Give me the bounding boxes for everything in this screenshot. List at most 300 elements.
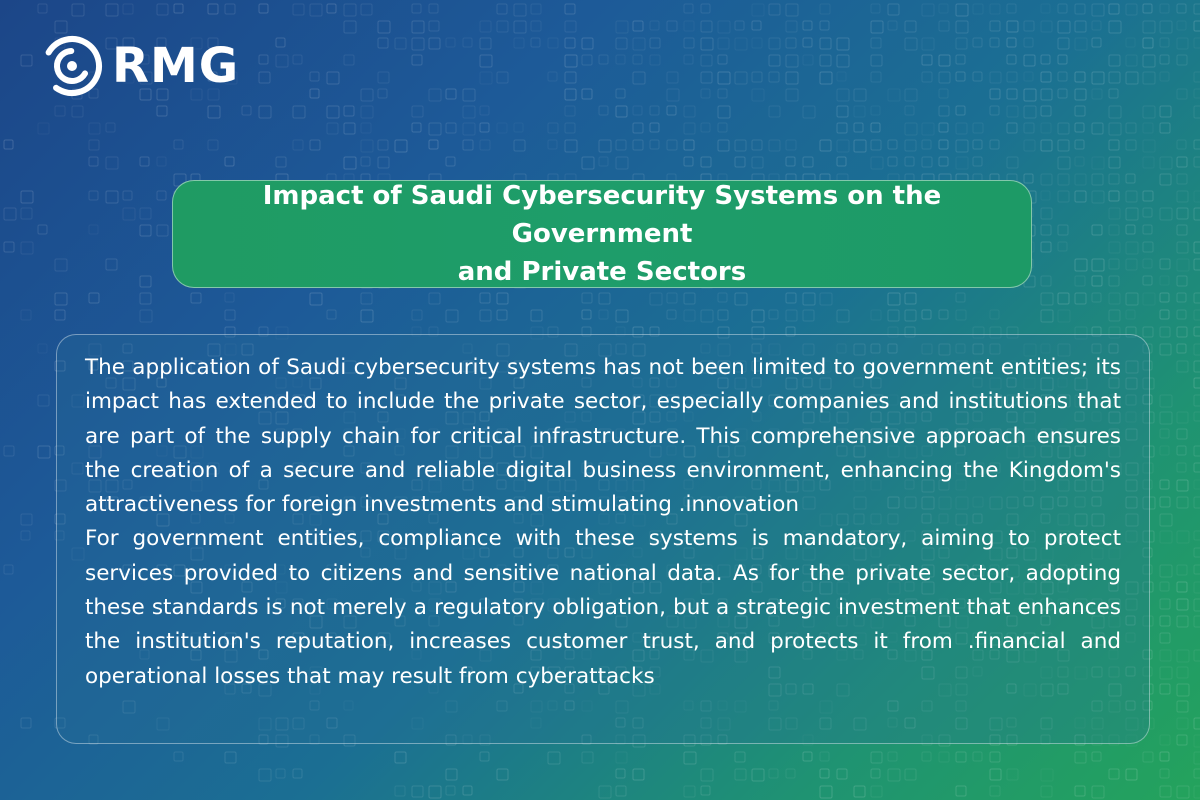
pattern-square (871, 786, 882, 797)
pattern-square (1024, 140, 1035, 151)
pattern-square (1041, 89, 1052, 100)
pattern-square (956, 752, 966, 762)
pattern-square (1194, 735, 1200, 747)
pattern-square (1126, 123, 1136, 133)
pattern-square (616, 55, 625, 64)
pattern-square (633, 38, 645, 50)
pattern-square (429, 293, 440, 304)
pattern-square (837, 106, 848, 117)
pattern-square (1126, 310, 1135, 319)
pattern-square (531, 21, 541, 31)
pattern-square (1075, 4, 1085, 14)
pattern-square (650, 106, 659, 115)
pattern-square (922, 123, 934, 135)
pattern-square (548, 123, 558, 133)
pattern-square (1160, 616, 1170, 626)
pattern-square (888, 310, 899, 321)
pattern-square (1024, 72, 1033, 81)
paragraph-2: For government entities, compliance with these systems is mandatory, aiming to protect services provided to citizens and sensitive national data. As for the private sector, adopting these standards is not merely a regulatory obligation, but a strategic investment that enhances the institution's reputation, increases customer trust, and protects it from .financial and operational losses that may result from cyberattacks (85, 526, 1121, 689)
pattern-square (208, 4, 218, 14)
pattern-square (837, 310, 849, 322)
pattern-square (1194, 310, 1200, 320)
pattern-square (769, 72, 779, 82)
pattern-square (1160, 38, 1169, 47)
pattern-square (412, 310, 422, 320)
pattern-square (905, 310, 916, 321)
pattern-square (956, 106, 965, 115)
pattern-square (599, 140, 611, 152)
pattern-square (21, 208, 32, 219)
pattern-square (1177, 497, 1188, 508)
pattern-square (497, 72, 508, 83)
pattern-square (361, 157, 370, 166)
pattern-square (106, 4, 118, 16)
pattern-square (1194, 38, 1200, 48)
pattern-square (429, 89, 441, 101)
pattern-square (514, 4, 526, 16)
pattern-square (1075, 157, 1084, 166)
pattern-square (174, 752, 183, 761)
pattern-square (1143, 123, 1153, 133)
pattern-square (735, 752, 745, 762)
pattern-square (1109, 310, 1120, 321)
pattern-square (1109, 55, 1120, 66)
pattern-square (21, 55, 32, 66)
pattern-square (735, 21, 744, 30)
pattern-square (565, 123, 575, 133)
pattern-square (89, 157, 98, 166)
pattern-square (1143, 72, 1155, 84)
pattern-square (1160, 786, 1171, 797)
pattern-square (1160, 514, 1172, 526)
pattern-square (905, 106, 914, 115)
pattern-square (922, 38, 934, 50)
pattern-square (667, 72, 678, 83)
pattern-square (1177, 463, 1186, 472)
pattern-square (854, 140, 866, 152)
pattern-square (1177, 786, 1189, 798)
pattern-square (1160, 174, 1171, 185)
pattern-square (803, 106, 815, 118)
pattern-square (1126, 38, 1135, 47)
pattern-square (259, 72, 270, 83)
pattern-square (684, 157, 693, 166)
pattern-square (1177, 21, 1186, 30)
pattern-square (293, 4, 304, 15)
pattern-square (1058, 310, 1070, 322)
pattern-square (480, 140, 490, 150)
pattern-square (1143, 208, 1152, 217)
pattern-square (1041, 21, 1052, 32)
pattern-square (412, 38, 424, 50)
pattern-square (990, 4, 1000, 14)
pattern-square (225, 752, 236, 763)
pattern-square (259, 4, 268, 13)
pattern-square (1041, 769, 1053, 781)
pattern-square (548, 38, 558, 48)
pattern-square (939, 310, 948, 319)
pattern-square (1075, 174, 1086, 185)
pattern-square (1160, 633, 1170, 643)
pattern-square (1194, 599, 1200, 611)
pattern-square (106, 259, 117, 270)
title-banner (172, 180, 1032, 288)
pattern-square (1160, 735, 1170, 745)
pattern-square (225, 157, 234, 166)
pattern-square (21, 191, 33, 203)
pattern-square (1092, 89, 1102, 99)
pattern-square (1143, 752, 1153, 762)
pattern-square (956, 72, 965, 81)
pattern-square (1058, 38, 1069, 49)
pattern-square (55, 21, 67, 33)
pattern-square (616, 752, 627, 763)
pattern-square (905, 157, 914, 166)
pattern-square (480, 123, 489, 132)
pattern-square (1160, 752, 1169, 761)
pattern-square (429, 786, 441, 798)
pattern-square (735, 72, 747, 84)
pattern-square (361, 89, 373, 101)
pattern-square (1041, 293, 1053, 305)
pattern-square (140, 293, 151, 304)
pattern-square (361, 106, 373, 118)
pattern-square (446, 123, 456, 133)
pattern-square (531, 310, 542, 321)
pattern-square (786, 4, 798, 16)
pattern-square (1160, 769, 1169, 778)
pattern-square (939, 106, 949, 116)
pattern-square (446, 157, 455, 166)
pattern-square (565, 140, 577, 152)
pattern-square (786, 89, 798, 101)
pattern-square (1194, 480, 1200, 489)
pattern-square (633, 21, 643, 31)
pattern-square (956, 786, 966, 796)
pattern-square (905, 769, 916, 780)
pattern-square (1075, 293, 1086, 304)
pattern-square (1143, 327, 1153, 337)
pattern-square (1177, 310, 1186, 319)
pattern-square (888, 157, 897, 166)
pattern-square (1177, 174, 1187, 184)
pattern-square (786, 310, 797, 321)
pattern-square (973, 72, 982, 81)
pattern-square (497, 21, 508, 32)
pattern-square (1075, 259, 1087, 271)
pattern-square (820, 786, 832, 798)
pattern-square (1075, 191, 1086, 202)
pattern-square (429, 21, 439, 31)
pattern-square (956, 55, 965, 64)
pattern-square (1092, 21, 1101, 30)
pattern-square (1109, 140, 1119, 150)
pattern-square (123, 191, 132, 200)
pattern-square (1075, 89, 1086, 100)
pattern-square (769, 38, 780, 49)
pattern-square (565, 55, 577, 67)
pattern-square (1126, 72, 1138, 84)
pattern-square (1075, 786, 1085, 796)
pattern-square (769, 310, 778, 319)
pattern-square (990, 21, 1000, 31)
pattern-square (1092, 259, 1104, 271)
pattern-square (514, 123, 523, 132)
pattern-square (684, 310, 695, 321)
pattern-square (1177, 616, 1188, 627)
pattern-square (582, 55, 592, 65)
pattern-square (1160, 344, 1171, 355)
pattern-square (140, 276, 151, 287)
pattern-square (1092, 157, 1104, 169)
pattern-square (1024, 21, 1034, 31)
pattern-square (650, 123, 659, 132)
pattern-square (1194, 72, 1200, 82)
pattern-square (1160, 582, 1169, 591)
pattern-square (1160, 123, 1170, 133)
pattern-square (1109, 293, 1120, 304)
pattern-square (701, 123, 710, 132)
pattern-square (718, 55, 727, 64)
pattern-square (1160, 21, 1172, 33)
pattern-square (599, 293, 610, 304)
pattern-square (871, 157, 883, 169)
pattern-square (1075, 72, 1085, 82)
pattern-square (157, 4, 168, 15)
pattern-square (208, 106, 220, 118)
pattern-square (684, 752, 696, 764)
pattern-square (1126, 208, 1138, 220)
pattern-square (990, 106, 999, 115)
pattern-square (514, 140, 525, 151)
pattern-square (684, 38, 694, 48)
pattern-square (752, 38, 762, 48)
pattern-square (633, 72, 645, 84)
pattern-square (1177, 4, 1186, 13)
pattern-square (871, 140, 881, 150)
pattern-square (718, 106, 730, 118)
pattern-square (871, 752, 882, 763)
pattern-square (803, 55, 813, 65)
pattern-square (701, 55, 712, 66)
pattern-square (497, 293, 508, 304)
pattern-square (344, 123, 355, 134)
pattern-square (1041, 242, 1051, 252)
pattern-square (140, 208, 151, 219)
pattern-square (1092, 72, 1104, 84)
pattern-square (701, 786, 710, 795)
pattern-square (463, 89, 475, 101)
pattern-square (956, 38, 967, 49)
pattern-square (650, 140, 659, 149)
title-line-1: Impact of Saudi Cybersecurity Systems on the Government (262, 181, 942, 249)
pattern-square (871, 106, 880, 115)
pattern-square (4, 565, 13, 574)
pattern-square (599, 157, 608, 166)
pattern-square (38, 395, 49, 406)
pattern-square (1007, 4, 1016, 13)
pattern-square (633, 123, 643, 133)
pattern-square (888, 140, 897, 149)
pattern-square (820, 4, 830, 14)
pattern-square (1041, 208, 1052, 219)
pattern-square (1092, 293, 1101, 302)
pattern-square (973, 38, 982, 47)
pattern-square (1160, 684, 1170, 694)
pattern-square (378, 140, 388, 150)
pattern-square (1160, 650, 1171, 661)
pattern-square (684, 140, 694, 150)
pattern-square (21, 718, 31, 728)
pattern-square (55, 310, 65, 320)
pattern-square (1194, 718, 1200, 729)
pattern-square (4, 208, 16, 220)
pattern-square (990, 38, 999, 47)
pattern-square (735, 157, 745, 167)
pattern-square (1126, 769, 1137, 780)
pattern-square (735, 140, 746, 151)
pattern-square (565, 72, 576, 83)
pattern-square (1160, 259, 1170, 269)
pattern-square (939, 55, 950, 66)
pattern-square (1109, 21, 1121, 33)
pattern-square (1007, 123, 1017, 133)
pattern-square (905, 21, 916, 32)
pattern-square (1109, 259, 1119, 269)
pattern-square (1177, 38, 1188, 49)
pattern-square (1126, 4, 1137, 15)
pattern-square (1058, 123, 1069, 134)
pattern-square (905, 293, 916, 304)
pattern-square (1092, 38, 1101, 47)
pattern-square (1160, 55, 1169, 64)
pattern-square (650, 21, 659, 30)
pattern-square (480, 21, 491, 32)
pattern-square (1194, 769, 1200, 778)
pattern-square (1126, 242, 1138, 254)
pattern-square (1024, 55, 1035, 66)
pattern-square (939, 123, 948, 132)
pattern-square (378, 21, 390, 33)
pattern-square (242, 106, 251, 115)
pattern-square (1160, 293, 1169, 302)
pattern-square (922, 752, 931, 761)
pattern-square (293, 106, 305, 118)
pattern-square (1041, 106, 1051, 116)
pattern-square (1075, 140, 1084, 149)
pattern-square (225, 4, 235, 14)
pattern-square (446, 89, 456, 99)
pattern-square (1075, 106, 1085, 116)
pattern-square (956, 310, 966, 320)
pattern-square (871, 4, 880, 13)
pattern-square (1194, 582, 1200, 593)
pattern-square (837, 89, 849, 101)
pattern-square (446, 769, 457, 780)
pattern-square (854, 123, 863, 132)
pattern-square (803, 157, 813, 167)
pattern-square (1092, 786, 1104, 798)
pattern-square (1194, 344, 1200, 355)
pattern-square (276, 769, 285, 778)
pattern-square (327, 72, 339, 84)
pattern-square (922, 140, 931, 149)
pattern-square (1177, 446, 1186, 455)
pattern-square (752, 157, 763, 168)
pattern-square (1194, 650, 1200, 661)
pattern-square (38, 446, 50, 458)
pattern-square (1041, 225, 1051, 235)
pattern-square (446, 38, 455, 47)
pattern-square (1143, 4, 1152, 13)
pattern-square (463, 123, 475, 135)
pattern-square (990, 786, 1000, 796)
pattern-square (412, 123, 421, 132)
pattern-square (718, 89, 727, 98)
pattern-square (990, 310, 999, 319)
pattern-square (803, 310, 814, 321)
pattern-square (786, 21, 797, 32)
pattern-square (89, 191, 98, 200)
pattern-square (395, 752, 406, 763)
pattern-square (616, 106, 627, 117)
pattern-square (939, 752, 949, 762)
pattern-square (1143, 293, 1155, 305)
pattern-square (1160, 599, 1170, 609)
pattern-square (667, 21, 677, 31)
pattern-square (1007, 157, 1018, 168)
pattern-square (1194, 463, 1200, 472)
pattern-square (1194, 327, 1200, 336)
pattern-square (1109, 174, 1119, 184)
pattern-square (157, 157, 166, 166)
pattern-square (1058, 72, 1067, 81)
pattern-square (1177, 599, 1188, 610)
pattern-square (1109, 4, 1119, 14)
pattern-square (174, 4, 183, 13)
pattern-square (1126, 55, 1137, 66)
pattern-square (378, 89, 387, 98)
pattern-square (616, 157, 628, 169)
pattern-square (1109, 208, 1120, 219)
pattern-square (1177, 344, 1186, 353)
pattern-square (1109, 276, 1119, 286)
pattern-square (1177, 735, 1187, 745)
pattern-square (871, 72, 881, 82)
pattern-square (922, 55, 932, 65)
pattern-square (480, 72, 492, 84)
pattern-square (1194, 752, 1200, 764)
pattern-square (1109, 106, 1121, 118)
pattern-square (701, 21, 712, 32)
pattern-square (4, 242, 14, 252)
pattern-square (1058, 191, 1069, 202)
pattern-square (463, 38, 472, 47)
pattern-square (1058, 225, 1068, 235)
pattern-square (1177, 327, 1187, 337)
pattern-square (1041, 55, 1050, 64)
pattern-square (1143, 276, 1152, 285)
pattern-square (89, 140, 99, 150)
pattern-square (1075, 21, 1086, 32)
pattern-square (1109, 769, 1119, 779)
pattern-square (378, 38, 388, 48)
pattern-square (888, 21, 897, 30)
pattern-square (735, 769, 746, 780)
pattern-square (1160, 106, 1171, 117)
pattern-square (191, 293, 201, 303)
pattern-square (1007, 21, 1018, 32)
